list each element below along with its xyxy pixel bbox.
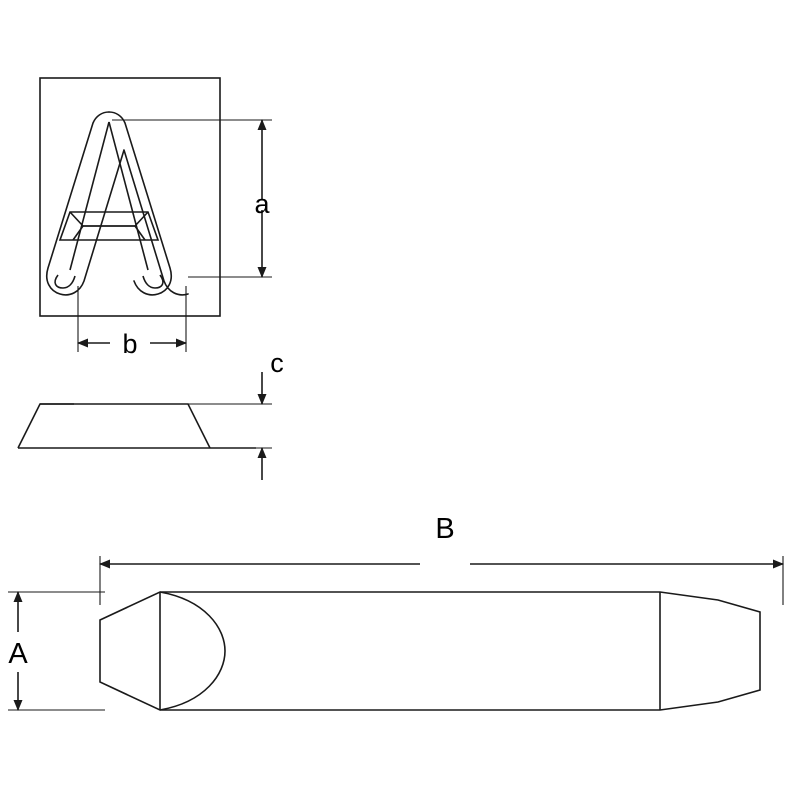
dimension-label-A: A <box>8 638 28 670</box>
section-view-letter-depth <box>18 372 272 480</box>
punch-body-outline <box>100 592 760 710</box>
dimension-label-b: b <box>122 329 138 359</box>
dimension-label-B: B <box>435 513 455 545</box>
punch-nose-curve <box>160 592 225 710</box>
letter-a-outline <box>47 112 188 295</box>
stamp-face-outline <box>40 78 220 316</box>
dimension-label-a: a <box>254 189 270 219</box>
side-view-punch-body <box>8 556 783 710</box>
dimension-label-c: c <box>270 348 284 378</box>
front-view-letter-face <box>40 78 272 352</box>
section-profile-upper <box>18 404 210 448</box>
